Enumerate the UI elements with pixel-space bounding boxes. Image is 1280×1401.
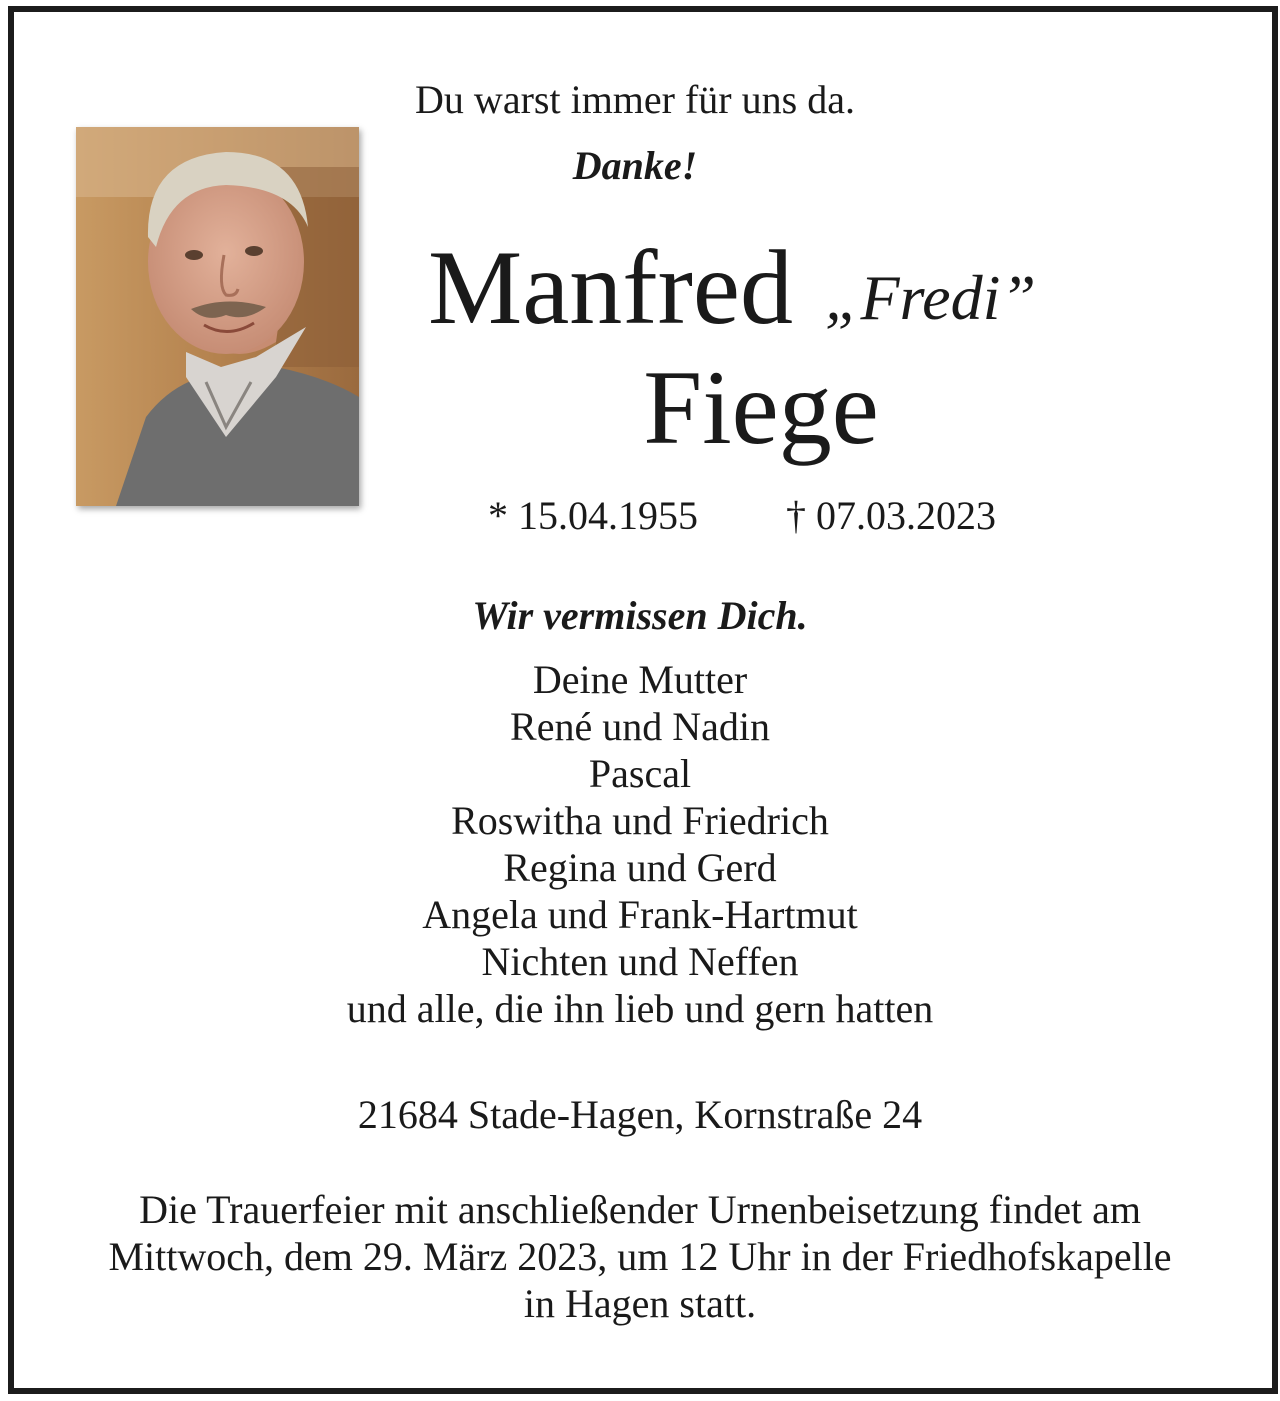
notice-line: Die Trauerfeier mit anschließender Urnenbeisetzung findet am	[139, 1187, 1141, 1232]
surname: Fiege	[643, 349, 879, 466]
mourner: Pascal	[588, 751, 692, 796]
mourner: Angela und Frank-Hartmut	[422, 892, 858, 937]
notice-line: in Hagen statt.	[523, 1281, 757, 1326]
mourner: Roswitha und Friedrich	[451, 798, 829, 843]
mourner: René und Nadin	[510, 704, 770, 749]
birth-date: * 15.04.1955	[488, 493, 698, 538]
miss-line: Wir vermissen Dich.	[472, 593, 808, 638]
mourners-list	[0, 656, 1280, 1032]
address: 21684 Stade-Hagen, Kornstraße 24	[357, 1092, 923, 1137]
mourner: Deine Mutter	[532, 657, 748, 702]
death-date: † 07.03.2023	[786, 493, 996, 538]
life-dates	[488, 488, 996, 544]
thanks-line: Danke!	[572, 143, 698, 188]
first-name: Manfred	[428, 229, 793, 346]
name-line	[428, 229, 1036, 346]
mourner: und alle, die ihn lieb und gern hatten	[346, 986, 934, 1031]
mourner: Nichten und Neffen	[481, 939, 799, 984]
ceremony-notice	[0, 1186, 1280, 1327]
nickname: „Fredi”	[824, 262, 1036, 333]
motto: Du warst immer für uns da.	[415, 77, 855, 122]
mourner: Regina und Gerd	[503, 845, 777, 890]
notice-line: Mittwoch, dem 29. März 2023, um 12 Uhr in der Friedhofskapelle	[108, 1234, 1172, 1279]
